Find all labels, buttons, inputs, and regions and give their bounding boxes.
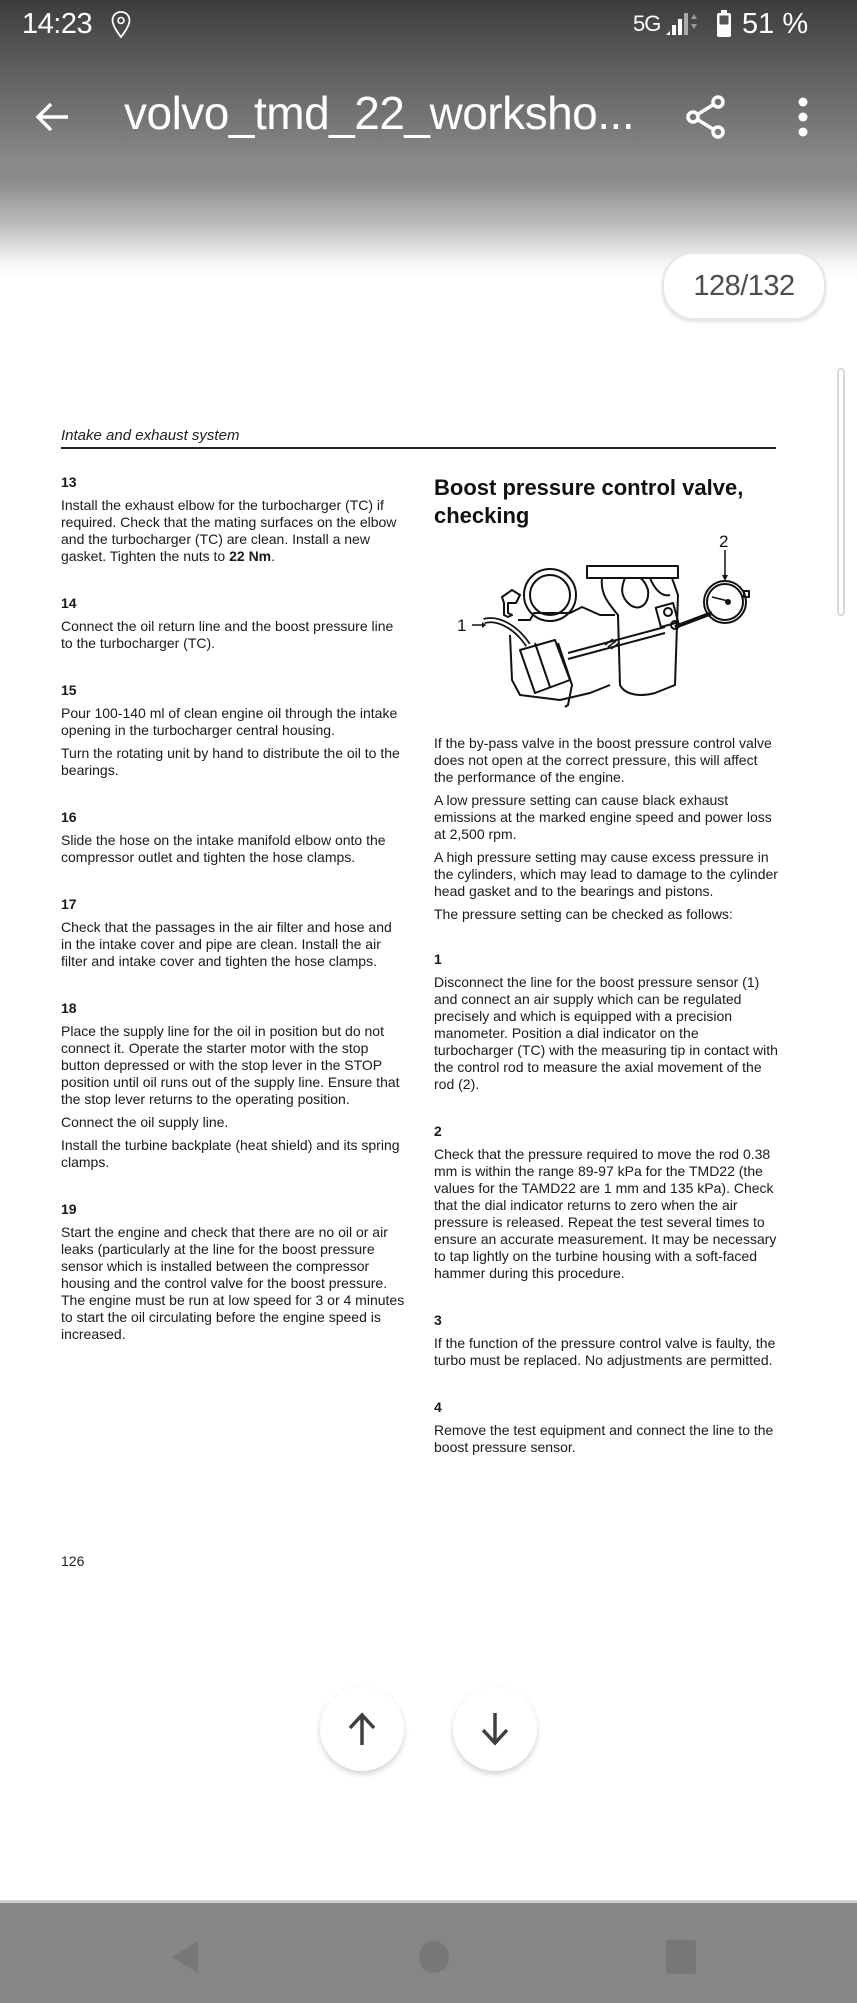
torque-value: 22 Nm <box>229 548 272 564</box>
callout-2: 2 <box>719 535 729 551</box>
step-text: Install the turbine backplate (heat shield) and its spring clamps. <box>61 1137 400 1170</box>
step-text: Start the engine and check that there are no oil or air leaks (particularly at the line for the boost pressure sensor which is installed between the compressor housing and the control valve for the boost pressure. The engine must be run at low speed for 3 or 4 minutes to start the oil circulating before the engine speed is increased. <box>61 1224 405 1342</box>
system-home-button[interactable] <box>418 1939 450 1975</box>
step-text: If the function of the pressure control valve is faulty, the turbo must be replaced. No adjustments are permitted. <box>434 1335 776 1368</box>
location-pin-icon <box>110 10 132 40</box>
running-header: Intake and exhaust system <box>61 427 240 444</box>
document-title: volvo_tmd_22_worksho... <box>124 87 635 139</box>
page-counter <box>662 252 826 320</box>
network-type: 5G <box>633 11 661 36</box>
step-number: 19 <box>61 1201 77 1217</box>
step-18 <box>61 1000 406 1171</box>
step-text: Pour 100-140 ml of clean engine oil through the intake opening in the turbocharger central housing. <box>61 705 398 738</box>
step-number: 4 <box>434 1399 442 1415</box>
system-recents-button[interactable] <box>665 1939 697 1975</box>
step-text: Place the supply line for the oil in position but do not connect it. Operate the starter motor with the stop button depressed or with the stop lever in the STOP position until oil runs out of the supply line. Ensure that the stop lever returns to the operating position. <box>61 1023 400 1107</box>
intro-paragraph: A high pressure setting may cause excess pressure in the cylinders, which may lead to damage to the cylinder head gasket and to the bearings and pistons. <box>434 849 778 899</box>
step-13 <box>61 474 406 565</box>
step-16 <box>61 809 406 866</box>
circle-home-icon <box>419 1941 449 1973</box>
more-options-button[interactable] <box>790 92 816 142</box>
share-button[interactable] <box>684 92 728 142</box>
step-15 <box>61 682 406 779</box>
step-text: Turn the rotating unit by hand to distribute the oil to the bearings. <box>61 745 400 778</box>
check-step-2 <box>434 1123 779 1282</box>
text-run: Install the exhaust elbow for the turbocharger (TC) if required. Check that the mating surfaces on the elbow and the turbocharger (TC) are clean. Install a new gasket. Tighten the nuts to <box>61 497 397 564</box>
back-button[interactable] <box>30 94 76 140</box>
app-bar <box>0 70 857 160</box>
step-number: 18 <box>61 1000 77 1016</box>
battery-percent: 51 % <box>742 8 809 40</box>
status-bar <box>0 0 857 50</box>
header-rule <box>61 447 776 449</box>
arrow-down-icon <box>475 1709 515 1749</box>
step-number: 2 <box>434 1123 442 1139</box>
left-column <box>61 474 406 1349</box>
step-number: 16 <box>61 809 77 825</box>
step-text: Connect the oil return line and the boost pressure line to the turbocharger (TC). <box>61 618 394 651</box>
step-number: 17 <box>61 896 77 912</box>
section-title: Boost pressure control valve, checking <box>434 475 744 528</box>
page-counter-label: 128/132 <box>693 269 795 302</box>
triangle-back-icon <box>172 1941 198 1973</box>
turbocharger-diagram <box>450 535 770 715</box>
arrow-left-icon <box>38 104 68 130</box>
battery-icon <box>716 10 732 38</box>
intro-paragraph: The pressure setting can be checked as follows: <box>434 906 733 922</box>
intro-paragraph: If the by-pass valve in the boost pressure control valve does not open at the correct pressure, this will affect the performance of the engine. <box>434 735 772 785</box>
step-text: Check that the passages in the air filter and hose and in the intake cover and pipe are clean. Install the air filter and intake cover and tighten the hose clamps. <box>61 919 392 969</box>
signal-bars-icon <box>664 11 700 37</box>
step-19 <box>61 1201 406 1343</box>
system-navigation-bar <box>0 1900 857 2003</box>
printed-page-number: 126 <box>61 1553 85 1569</box>
check-step-1 <box>434 951 779 1093</box>
step-text: Connect the oil supply line. <box>61 1114 229 1130</box>
check-step-3 <box>434 1312 779 1369</box>
text-run: . <box>271 548 276 564</box>
arrow-up-icon <box>342 1709 382 1749</box>
step-text: Disconnect the line for the boost pressure sensor (1) and connect an air supply which can be regulated precisely and which is equipped with a precision manometer. Position a dial indicator on the turbocharger (TC) with the measuring tip in contact with the control rod to measure the axial movement of the rod (2). <box>434 974 778 1092</box>
previous-page-button[interactable] <box>320 1687 404 1771</box>
step-17 <box>61 896 406 970</box>
step-14 <box>61 595 406 652</box>
status-time: 14:23 <box>22 8 93 40</box>
more-vertical-icon <box>799 98 808 137</box>
step-number: 13 <box>61 474 77 490</box>
next-page-button[interactable] <box>453 1687 537 1771</box>
step-number: 3 <box>434 1312 442 1328</box>
check-step-4 <box>434 1399 779 1456</box>
system-back-button[interactable] <box>168 1939 202 1975</box>
step-text: Remove the test equipment and connect the line to the boost pressure sensor. <box>434 1422 774 1455</box>
intro-paragraph: A low pressure setting can cause black exhaust emissions at the marked engine speed and power loss at 2,500 rpm. <box>434 792 772 842</box>
step-text: Slide the hose on the intake manifold elbow onto the compressor outlet and tighten the hose clamps. <box>61 832 386 865</box>
step-text <box>61 497 406 565</box>
callout-1: 1 <box>457 616 467 635</box>
step-number: 15 <box>61 682 77 698</box>
step-number: 14 <box>61 595 77 611</box>
share-icon <box>688 97 723 137</box>
step-text: Check that the pressure required to move the rod 0.38 mm is within the range 89-97 kPa for the TMD22 (the values for the TAMD22 are 1 mm and 135 kPa). Check that the dial indicator returns to zero when the air pressure is released. Repeat the test several times to ensure an accurate measurement. It may be necessary to tap lightly on the turbine housing with a soft-faced hammer during this procedure. <box>434 1146 777 1281</box>
square-recents-icon <box>666 1940 696 1974</box>
step-number: 1 <box>434 951 442 967</box>
scrollbar-thumb[interactable] <box>837 368 845 616</box>
